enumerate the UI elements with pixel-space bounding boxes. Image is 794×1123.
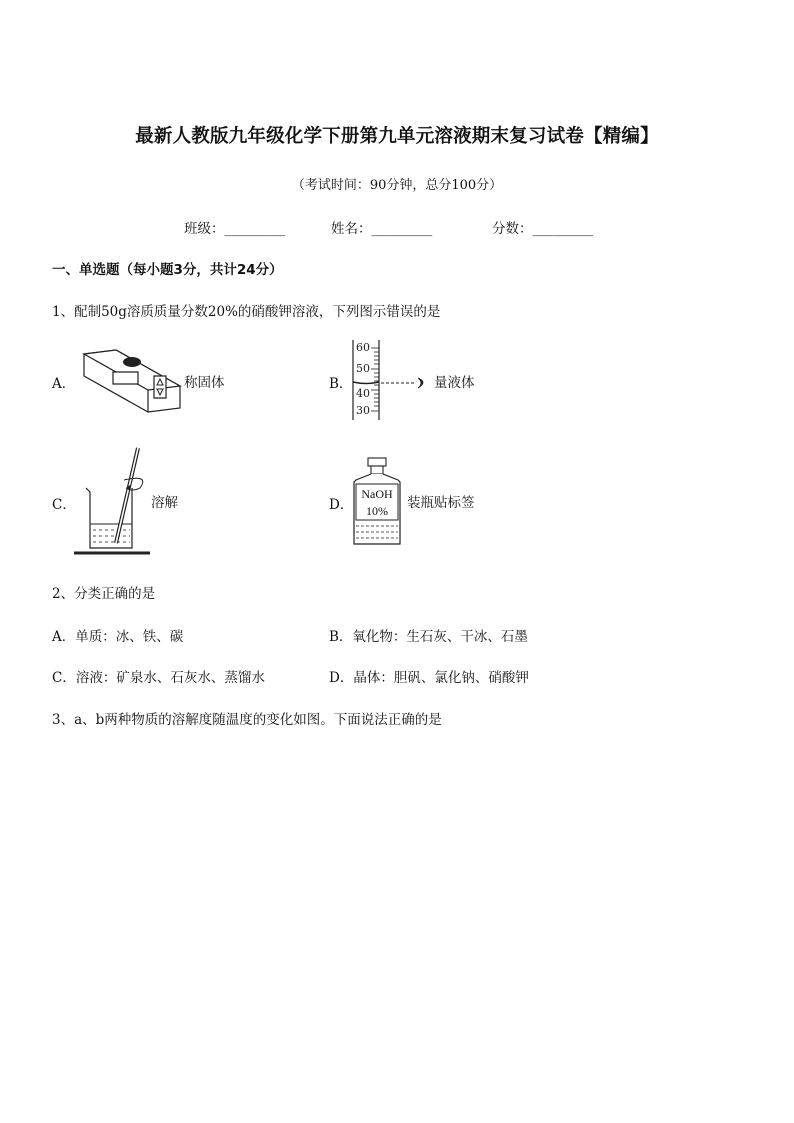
q1-option-c-letter[interactable]: C． (52, 497, 76, 513)
score-field[interactable]: 分数：_________ (492, 221, 594, 237)
q2-option-b[interactable]: B．氧化物：生石灰、干冰、石墨 (329, 629, 528, 645)
q1-option-d-text: 装瓶贴标签 (407, 495, 475, 511)
bottle-label-concentration: 10% (366, 504, 388, 518)
exam-subtitle: （考试时间：90分钟，总分100分） (291, 178, 503, 193)
q1-option-a-letter[interactable]: A． (52, 376, 76, 392)
name-field[interactable]: 姓名：_________ (331, 221, 433, 237)
eye-icon (418, 378, 423, 388)
graduated-cylinder-figure (336, 336, 436, 420)
q2-option-d[interactable]: D．晶体：胆矾、氯化钠、硝酸钾 (329, 670, 529, 686)
bottle-label-formula: NaOH (361, 487, 393, 501)
q2-option-c[interactable]: C．溶液：矿泉水、石灰水、蒸馏水 (52, 670, 265, 686)
reagent-bottle-figure (348, 456, 408, 548)
cylinder-tick-30: 30 (356, 404, 370, 417)
class-field[interactable]: 班级：_________ (184, 221, 286, 237)
question-2-stem: 2、分类正确的是 (52, 586, 156, 602)
cylinder-tick-40: 40 (356, 387, 370, 400)
q2-option-a[interactable]: A．单质：冰、铁、碳 (52, 629, 184, 645)
q1-option-b-letter[interactable]: B． (329, 376, 353, 392)
q1-option-b-text: 量液体 (434, 375, 475, 391)
page-title: 最新人教版九年级化学下册第九单元溶液期末复习试卷【精编】 (135, 126, 659, 147)
beaker-figure (72, 444, 154, 556)
balance-figure (76, 346, 186, 416)
question-3-stem: 3、a、b两种物质的溶解度随温度的变化如图。下面说法正确的是 (52, 712, 442, 728)
question-1-stem: 1、配制50g溶质质量分数20%的硝酸钾溶液，下列图示错误的是 (52, 304, 441, 320)
cylinder-tick-50: 50 (356, 362, 370, 375)
q1-option-c-text: 溶解 (151, 495, 178, 511)
q1-option-a-text: 称固体 (184, 375, 225, 391)
section-title: 一、单选题（每小题3分，共计24分） (52, 262, 283, 278)
q1-option-d-letter[interactable]: D． (329, 497, 354, 513)
cylinder-tick-60: 60 (356, 341, 370, 354)
